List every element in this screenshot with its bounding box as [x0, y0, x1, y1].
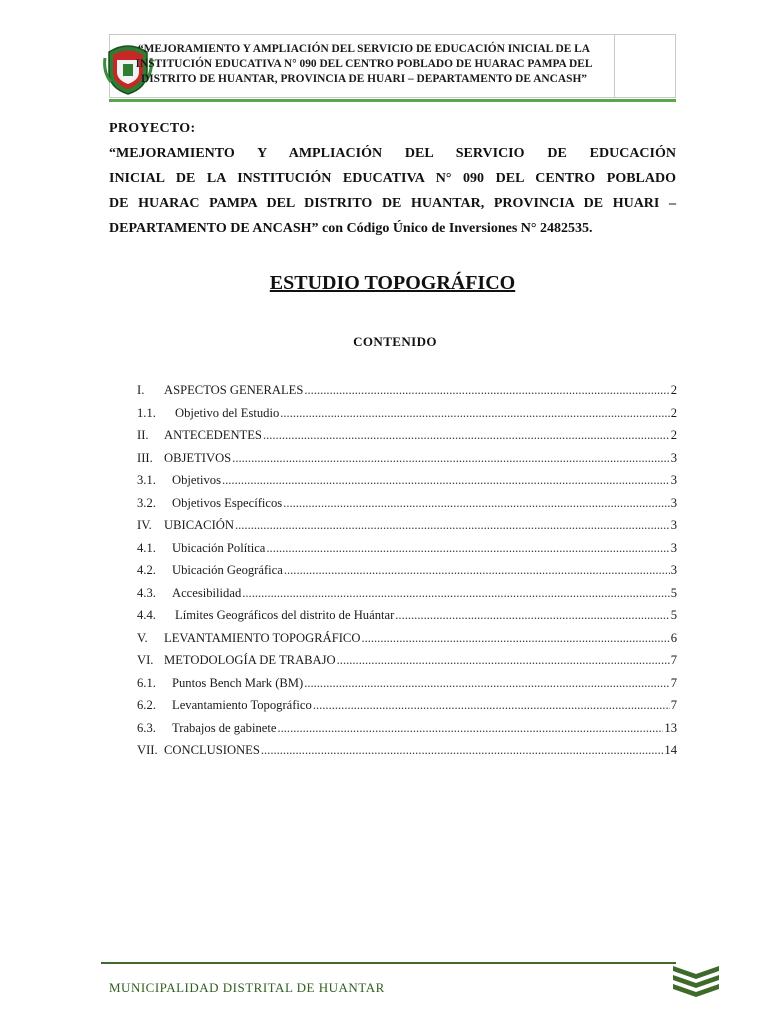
- toc-entry-number: 3.1.: [137, 473, 156, 487]
- toc-leader-dots: [261, 743, 664, 758]
- toc-entry-label: UBICACIÓN: [164, 518, 234, 532]
- toc-entry[interactable]: [137, 496, 677, 519]
- toc-entry-number: 4.4.: [137, 608, 156, 622]
- toc-entry-number: VII.: [137, 743, 158, 757]
- toc-entry-page: 7: [670, 698, 677, 712]
- toc-entry[interactable]: [137, 563, 677, 586]
- toc-leader-dots: [235, 518, 670, 533]
- toc-leader-dots: [263, 428, 670, 443]
- toc-entry-label: Ubicación Política: [172, 540, 266, 555]
- toc-leader-dots: [222, 473, 670, 488]
- toc-leader-dots: [277, 721, 663, 736]
- toc-entry-label: OBJETIVOS: [164, 450, 232, 465]
- toc-entry-label: LEVANTAMIENTO TOPOGRÁFICO: [164, 630, 361, 645]
- chevron-stack-icon: [671, 964, 721, 998]
- toc-entry-label: Límites Geográficos del distrito de Huántar: [175, 608, 395, 622]
- toc-entry-number: 4.1.: [137, 540, 156, 555]
- toc-entry-label: Objetivos: [172, 473, 221, 487]
- toc-leader-dots: [337, 653, 670, 668]
- toc-entry-page: 5: [670, 585, 677, 600]
- toc-entry-page: 3: [670, 563, 677, 577]
- toc-leader-dots: [395, 608, 669, 623]
- toc-entry[interactable]: [137, 631, 677, 654]
- header-divider: [614, 34, 615, 98]
- toc-entry-page: 13: [664, 720, 677, 735]
- toc-entry-number: VI.: [137, 653, 154, 667]
- toc-entry-page: 3: [670, 473, 677, 487]
- toc-entry[interactable]: [137, 721, 677, 744]
- document-title: ESTUDIO TOPOGRÁFICO: [269, 272, 516, 294]
- toc-entry-number: 4.3.: [137, 585, 156, 600]
- toc-entry-page: 14: [664, 743, 677, 757]
- toc-entry[interactable]: [137, 383, 677, 406]
- toc-entry-number: 1.1.: [137, 405, 156, 420]
- header-title: [120, 42, 608, 87]
- toc-entry-number: 4.2.: [137, 563, 156, 577]
- toc-entry-page: 3: [670, 518, 677, 532]
- toc-entry-label: CONCLUSIONES: [164, 743, 260, 757]
- toc-entry-page: 7: [670, 675, 677, 690]
- project-line: DE HUARAC PAMPA DEL DISTRITO DE HUANTAR, PROVINCIA DE HUARI –: [109, 196, 676, 211]
- project-line: INICIAL DE LA INSTITUCIÓN EDUCATIVA N° 090 DEL CENTRO POBLADO: [109, 171, 676, 186]
- toc-entry[interactable]: [137, 698, 677, 721]
- toc-entry[interactable]: [137, 451, 677, 474]
- toc-entry-page: 6: [670, 630, 677, 645]
- toc-entry[interactable]: [137, 676, 677, 699]
- toc-entry[interactable]: [137, 586, 677, 609]
- toc-entry-number: II.: [137, 428, 149, 442]
- project-label: PROYECTO:: [109, 121, 196, 136]
- toc-leader-dots: [242, 586, 669, 601]
- toc-entry-page: 3: [670, 495, 677, 510]
- toc-entry-page: 3: [670, 450, 677, 465]
- toc-entry[interactable]: [137, 608, 677, 631]
- toc-leader-dots: [266, 541, 669, 556]
- header-title-line: DISTRITO DE HUANTAR, PROVINCIA DE HUARI – DEPARTAMENTO DE ANCASH”: [141, 73, 587, 85]
- toc-entry-label: Accesibilidad: [172, 585, 242, 600]
- toc-entry-number: III.: [137, 450, 153, 465]
- toc-leader-dots: [313, 698, 670, 713]
- header-title-line: INSTITUCIÓN EDUCATIVA N° 090 DEL CENTRO POBLADO DE HUARAC PAMPA DEL: [135, 58, 593, 70]
- toc-entry-page: 2: [670, 428, 677, 442]
- toc-entry-page: 5: [670, 608, 677, 622]
- toc-entry-number: 6.1.: [137, 675, 156, 690]
- toc-entry-number: V.: [137, 630, 148, 645]
- toc-leader-dots: [304, 676, 670, 691]
- project-line: DEPARTAMENTO DE ANCASH” con Código Único de Inversiones N° 2482535.: [109, 221, 593, 236]
- header-title-line: “MEJORAMIENTO Y AMPLIACIÓN DEL SERVICIO DE EDUCACIÓN INICIAL DE LA: [137, 43, 590, 55]
- toc-leader-dots: [304, 383, 669, 398]
- toc-entry[interactable]: [137, 406, 677, 429]
- toc-entry-label: METODOLOGÍA DE TRABAJO: [164, 653, 336, 667]
- toc-entry-label: Trabajos de gabinete: [172, 720, 277, 735]
- toc-entry[interactable]: [137, 518, 677, 541]
- toc-entry-page: 7: [670, 653, 677, 667]
- toc-entry-label: ANTECEDENTES: [164, 428, 262, 442]
- footer-rule: [101, 962, 676, 964]
- toc-entry-label: Objetivo del Estudio: [175, 405, 280, 420]
- toc-entry-page: 3: [670, 540, 677, 555]
- toc-entry[interactable]: [137, 473, 677, 496]
- toc-entry[interactable]: [137, 653, 677, 676]
- toc-entry-label: ASPECTOS GENERALES: [164, 383, 304, 397]
- toc-entry-label: Ubicación Geográfica: [172, 563, 283, 577]
- toc-entry-label: Levantamiento Topográfico: [172, 698, 312, 712]
- toc-entry-page: 2: [670, 405, 677, 420]
- toc-entry-number: I.: [137, 383, 145, 397]
- toc-leader-dots: [361, 631, 669, 646]
- toc-entry-label: Puntos Bench Mark (BM): [172, 675, 304, 690]
- toc-entry-number: 3.2.: [137, 495, 156, 510]
- toc-leader-dots: [280, 406, 669, 421]
- project-line: “MEJORAMIENTO Y AMPLIACIÓN DEL SERVICIO DE EDUCACIÓN: [109, 146, 676, 161]
- toc-entry[interactable]: [137, 743, 677, 766]
- toc-entry[interactable]: [137, 428, 677, 451]
- toc-leader-dots: [283, 496, 670, 511]
- contents-heading: CONTENIDO: [353, 334, 437, 349]
- toc-entry-number: 6.2.: [137, 698, 156, 712]
- toc-leader-dots: [232, 451, 670, 466]
- header-rule: [109, 99, 676, 102]
- toc-entry-number: 6.3.: [137, 720, 156, 735]
- footer-text: MUNICIPALIDAD DISTRITAL DE HUANTAR: [109, 980, 385, 995]
- toc-entry-label: Objetivos Específicos: [172, 495, 283, 510]
- toc-leader-dots: [284, 563, 670, 578]
- table-of-contents: [137, 383, 677, 766]
- toc-entry[interactable]: [137, 541, 677, 564]
- toc-entry-number: IV.: [137, 518, 152, 532]
- toc-entry-page: 2: [670, 383, 677, 397]
